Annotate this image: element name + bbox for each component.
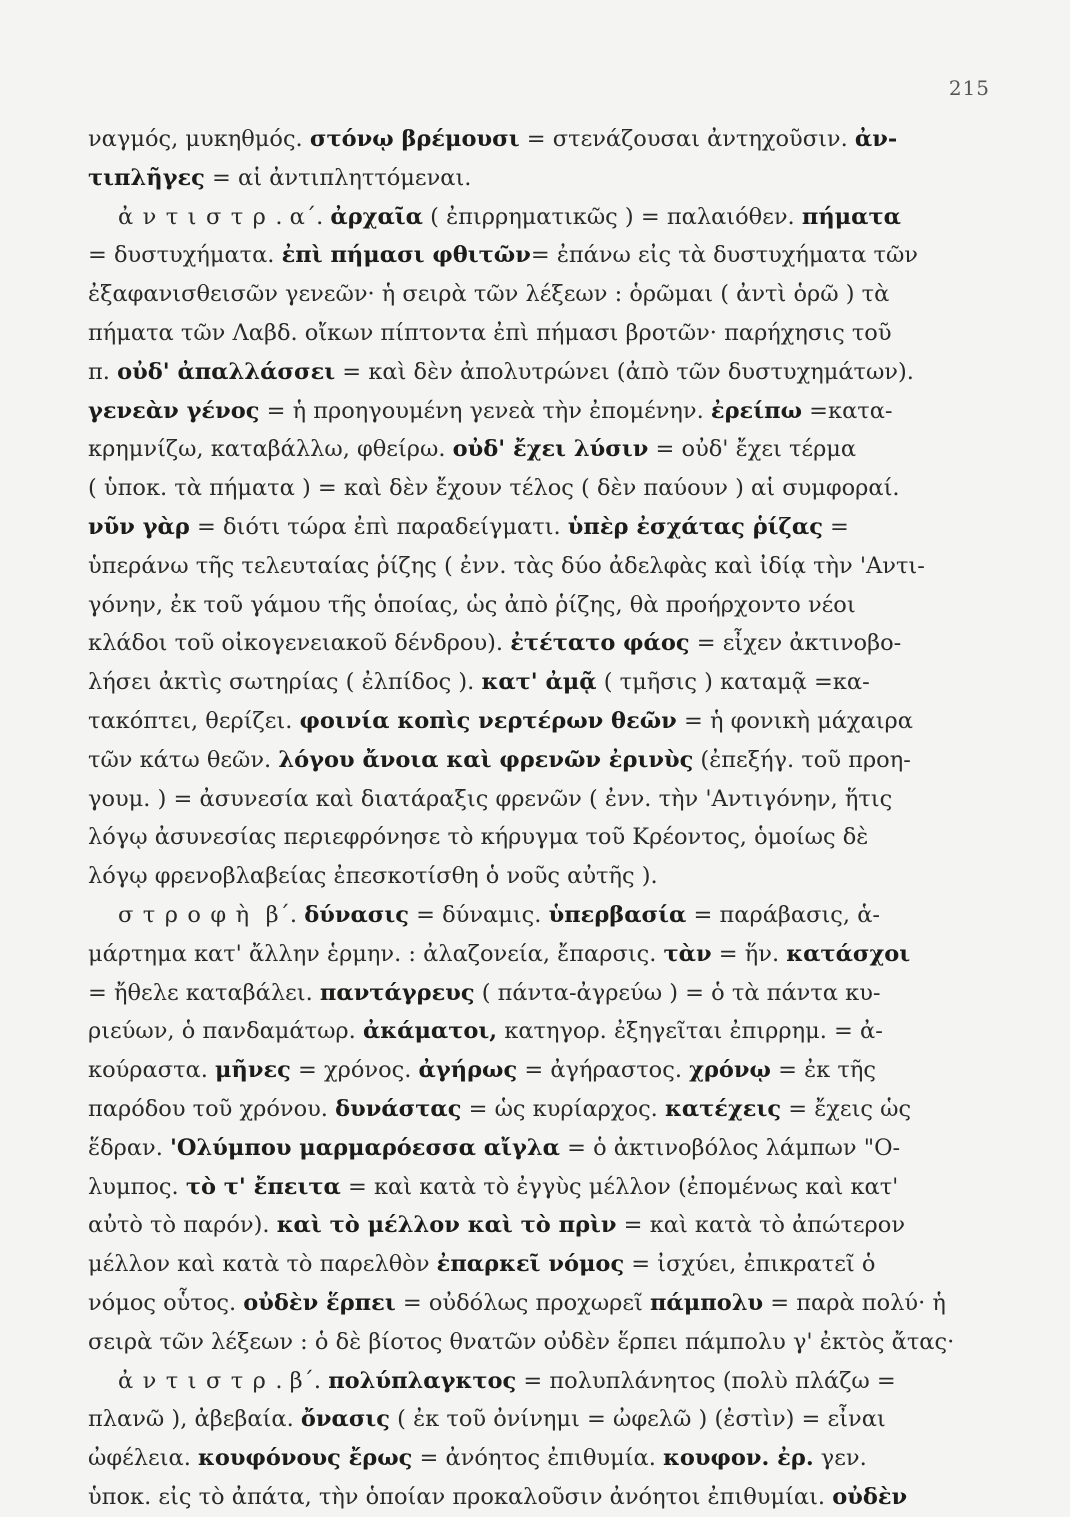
gloss-text: = πολυπλάνητος (πολὺ πλάζω = — [516, 1367, 896, 1394]
gloss-text: = εἶχεν ἀκτινοβο- — [689, 630, 902, 657]
lemma-term: ἀρχαῖα — [330, 203, 423, 230]
text-line — [88, 547, 978, 586]
gloss-text: ( ἐκ τοῦ ὀνίνημι = ὠφελῶ ) (ἐστὶν) = εἶναι — [390, 1406, 886, 1433]
gloss-text: = καὶ κατὰ τὸ ἐγγὺς μέλλον (ἐπομένως καὶ κατ' — [340, 1173, 899, 1200]
lemma-term: ἐρείπω — [710, 397, 803, 424]
text-line — [88, 896, 978, 935]
gloss-text: = — [822, 513, 849, 540]
gloss-text: = οὐδ' ἔχει τέρμα — [648, 436, 857, 463]
gloss-text: κλάδοι τοῦ οἰκογενειακοῦ δένδρου). — [88, 630, 511, 657]
gloss-text: λόγῳ ἀσυνεσίας περιεφρόνησε τὸ κήρυγμα τοῦ Κρέοντος, ὁμοίως δὲ — [88, 824, 869, 851]
lemma-term: γενεὰν γένος — [88, 397, 260, 424]
text-line — [88, 1168, 978, 1207]
text-line — [88, 663, 978, 702]
gloss-text: = καὶ δὲν ἀπολυτρώνει (ἀπὸ τῶν δυστυχημάτων). — [335, 358, 914, 385]
lemma-term: ἀγήρως — [418, 1057, 518, 1084]
gloss-text: παρόδου τοῦ χρόνου. — [88, 1095, 336, 1122]
lemma-term: τὸ τ' ἔπειτα — [185, 1173, 341, 1200]
gloss-text: β΄. — [258, 901, 305, 928]
lemma-term: ἀν- — [854, 126, 898, 152]
gloss-text: ( ἐπιρρηματικῶς ) = παλαιόθεν. — [422, 203, 802, 230]
text-line — [88, 624, 978, 663]
gloss-text: ριεύων, ὁ πανδαμάτωρ. — [88, 1018, 363, 1045]
text-line — [88, 1245, 978, 1284]
gloss-text: γόνην, ἐκ τοῦ γάμου τῆς ὁποίας, ὡς ἀπὸ ῥίζης, θὰ προήρχοντο νέοι — [88, 591, 856, 618]
lemma-term: κατέχεις — [664, 1095, 782, 1122]
gloss-text: κούραστα. — [88, 1057, 216, 1084]
gloss-text: = δύναμις. — [408, 901, 549, 928]
gloss-text: = ἰσχύει, ἐπικρατεῖ ὁ — [624, 1251, 876, 1278]
lemma-term: κατάσχοι — [786, 940, 911, 967]
lemma-term: καὶ τὸ μέλλον καὶ τὸ πρὶν — [276, 1212, 617, 1239]
gloss-text: = ἥν. — [711, 940, 787, 967]
gloss-text: νόμος οὗτος. — [88, 1289, 244, 1316]
lemma-term: τιπλῆγες — [88, 164, 205, 191]
lemma-term: λόγου ἄνοια καὶ φρενῶν ἐρινὺς — [278, 746, 694, 773]
gloss-text: = αἱ ἀντιπληττόμεναι. — [204, 164, 472, 191]
gloss-text: μάρτημα κατ' ἄλλην ἑρμην. : ἀλαζονεία, ἔπαρσις. — [88, 940, 664, 967]
text-line — [88, 780, 978, 819]
gloss-text: ( τμῆσις ) καταμᾷ =κα- — [596, 669, 870, 696]
text-line — [88, 1362, 978, 1401]
text-line — [88, 1284, 978, 1323]
lemma-term: κουφόνους ἔρως — [198, 1445, 413, 1472]
text-line — [88, 353, 978, 392]
gloss-text: τῶν κάτω θεῶν. — [88, 746, 279, 773]
gloss-text: = ἐπάνω εἰς τὰ δυστυχήματα τῶν — [530, 242, 918, 269]
lemma-term: δυνάστας — [335, 1095, 462, 1122]
lemma-term: δύνασις — [304, 901, 409, 928]
gloss-text: = ἀνόητος ἐπιθυμία. — [412, 1445, 664, 1472]
gloss-text: κρημνίζω, καταβάλλω, φθείρω. — [88, 436, 453, 463]
lemma-term: κουφον. ἐρ. — [663, 1445, 814, 1472]
lemma-term: ἐτέτατο φάος — [510, 630, 690, 657]
gloss-text: ἕδραν. — [88, 1134, 171, 1161]
gloss-text: μέλλον καὶ κατὰ τὸ παρελθὸν — [88, 1251, 437, 1278]
gloss-text: = ὡς κυρίαρχος. — [461, 1095, 665, 1122]
gloss-text: = ἀγήραστος. — [517, 1057, 690, 1084]
lemma-term: ἐπαρκεῖ νόμος — [436, 1251, 625, 1278]
text-line — [88, 275, 978, 314]
lemma-term: οὐδὲν — [832, 1483, 908, 1510]
text-line — [88, 198, 978, 237]
gloss-text: ( πάντα-ἀγρεύω ) = ὁ τὰ πάντα κυ- — [474, 979, 881, 1006]
lemma-term: πολύπλαγκτος — [328, 1367, 517, 1394]
gloss-text: ἐξαφανισθεισῶν γενεῶν· ἡ σειρὰ τῶν λέξεων : ὁρῶμαι ( ἀντὶ ὁρῶ ) τὰ — [88, 281, 890, 308]
gloss-text: γεν. — [813, 1445, 867, 1472]
gloss-text: (ἐπεξήγ. τοῦ προη- — [693, 746, 911, 773]
text-line — [88, 818, 978, 857]
gloss-text: πλανῶ ), ἀβεβαία. — [88, 1406, 301, 1433]
text-line — [88, 1439, 978, 1478]
text-line — [88, 1129, 978, 1168]
gloss-text: = ἐκ τῆς — [770, 1057, 876, 1084]
gloss-text: = παράβασις, ἁ- — [686, 901, 881, 928]
text-line — [88, 1090, 978, 1129]
text-line — [88, 1323, 978, 1362]
gloss-text: αὐτὸ τὸ παρόν). — [88, 1212, 277, 1239]
text-line — [88, 974, 978, 1013]
page-number: 215 — [948, 76, 990, 100]
lemma-term: φοινία κοπὶς νερτέρων θεῶν — [299, 707, 677, 734]
gloss-text: = ἡ φονικὴ μάχαιρα — [676, 707, 913, 734]
gloss-text: = παρὰ πολύ· ἡ — [763, 1289, 946, 1316]
gloss-text: =κατα- — [802, 397, 893, 424]
gloss-text: κατηγορ. ἐξηγεῖται ἐπιρρημ. = ἀ- — [497, 1018, 883, 1045]
gloss-text: ναγμός, μυκηθμός. — [88, 126, 310, 152]
lemma-term: στόνῳ βρέμουσι — [309, 126, 520, 152]
gloss-text: ( ὑποκ. τὰ πήματα ) = καὶ δὲν ἔχουν τέλος ( δὲν παύουν ) αἱ συμφοραί. — [88, 475, 900, 502]
text-line — [88, 314, 978, 353]
gloss-text: = ὁ ἀκτινοβόλος λάμπων "Ο- — [559, 1134, 901, 1161]
gloss-text: ὑποκ. εἰς τὸ ἀπάτα, τὴν ὁποίαν προκαλοῦσιν ἀνόητοι ἐπιθυμίαι. — [88, 1483, 833, 1510]
gloss-text: πήματα τῶν Λαβδ. οἴκων πίπτοντα ἐπὶ πήμασι βροτῶν· παρήχησις τοῦ — [88, 319, 892, 346]
lemma-term: ὑπερβασία — [548, 901, 687, 928]
gloss-text: = διότι τώρα ἐπὶ παραδείγματι. — [189, 513, 568, 540]
lemma-term: ἀκάματοι, — [362, 1018, 498, 1045]
text-line — [88, 430, 978, 469]
gloss-text: = ἡ προηγουμένη γενεὰ τὴν ἐπομένην. — [259, 397, 711, 424]
lemma-term: οὐδ' ἔχει λύσιν — [452, 436, 649, 463]
gloss-text: τακόπτει, θερίζει. — [88, 707, 300, 734]
lemma-term: χρόνῳ — [689, 1057, 771, 1084]
text-line — [88, 120, 978, 159]
gloss-text: λυμπος. — [88, 1173, 186, 1200]
gloss-text: = οὐδόλως προχωρεῖ — [395, 1289, 650, 1316]
lemma-term: ὄνασις — [300, 1406, 391, 1433]
lemma-term: πάμπολυ — [649, 1289, 764, 1316]
text-line — [88, 1012, 978, 1051]
lemma-term: οὐδ' ἀπαλλάσσει — [117, 358, 336, 385]
text-line — [88, 702, 978, 741]
lemma-term: ὑπὲρ ἐσχάτας ῥίζας — [567, 513, 823, 540]
text-line — [88, 586, 978, 625]
lemma-term: 'Ολύμπου μαρμαρόεσσα αἴγλα — [170, 1134, 560, 1161]
gloss-text: = ἤθελε καταβάλει. — [88, 979, 320, 1006]
section-label: ἀντιστρ — [118, 203, 276, 230]
text-line — [88, 1478, 978, 1517]
gloss-text: σειρὰ τῶν λέξεων : ὁ δὲ βίοτος θνατῶν οὐδὲν ἕρπει πάμπολυ γ' ἐκτὸς ἄτας· — [88, 1328, 955, 1355]
text-line — [88, 469, 978, 508]
gloss-text: λόγῳ φρενοβλαβείας ἐπεσκοτίσθη ὁ νοῦς αὐτῆς ). — [88, 863, 658, 890]
gloss-text: . α΄. — [275, 203, 331, 230]
lemma-term: τὰν — [663, 940, 712, 967]
gloss-text: ὑπεράνω τῆς τελευταίας ῥίζης ( ἐνν. τὰς δύο ἀδελφὰς καὶ ἰδίᾳ τὴν 'Αντι- — [88, 552, 925, 579]
gloss-text: = στενάζουσαι ἀντηχοῦσιν. — [519, 126, 855, 152]
text-line — [88, 857, 978, 896]
lemma-term: ἐπὶ πήμασι φθιτῶν — [281, 242, 531, 269]
text-line — [88, 741, 978, 780]
gloss-text: = δυστυχήματα. — [88, 242, 282, 269]
text-line — [88, 1206, 978, 1245]
text-line — [88, 236, 978, 275]
gloss-text: = χρόνος. — [290, 1057, 419, 1084]
text-line — [88, 508, 978, 547]
gloss-text: λήσει ἀκτὶς σωτηρίας ( ἐλπίδος ). — [88, 669, 482, 696]
lemma-term: οὐδὲν ἕρπει — [243, 1289, 396, 1316]
text-line — [88, 1400, 978, 1439]
lemma-term: παντάγρευς — [319, 979, 475, 1006]
gloss-text: = ἔχεις ὡς — [781, 1095, 912, 1122]
text-line — [88, 1051, 978, 1090]
section-label: στροφὴ — [118, 901, 259, 928]
gloss-text: π. — [88, 358, 118, 385]
gloss-text: . β΄. — [275, 1367, 329, 1394]
gloss-text: ὠφέλεια. — [88, 1445, 198, 1472]
gloss-text: = καὶ κατὰ τὸ ἀπώτερον — [616, 1212, 905, 1239]
lemma-term: νῦν γὰρ — [88, 513, 190, 540]
text-line — [88, 392, 978, 431]
section-label: ἀντιστρ — [118, 1367, 276, 1394]
lemma-term: πήματα — [801, 203, 901, 230]
text-line — [88, 159, 978, 198]
text-line — [88, 935, 978, 974]
commentary-text — [88, 120, 978, 1517]
lemma-term: κατ' ἀμᾷ — [481, 669, 597, 696]
lemma-term: μῆνες — [215, 1057, 291, 1084]
gloss-text: γουμ. ) = ἀσυνεσία καὶ διατάραξις φρενῶν ( ἐνν. τὴν 'Αντιγόνην, ἥτις — [88, 785, 893, 812]
